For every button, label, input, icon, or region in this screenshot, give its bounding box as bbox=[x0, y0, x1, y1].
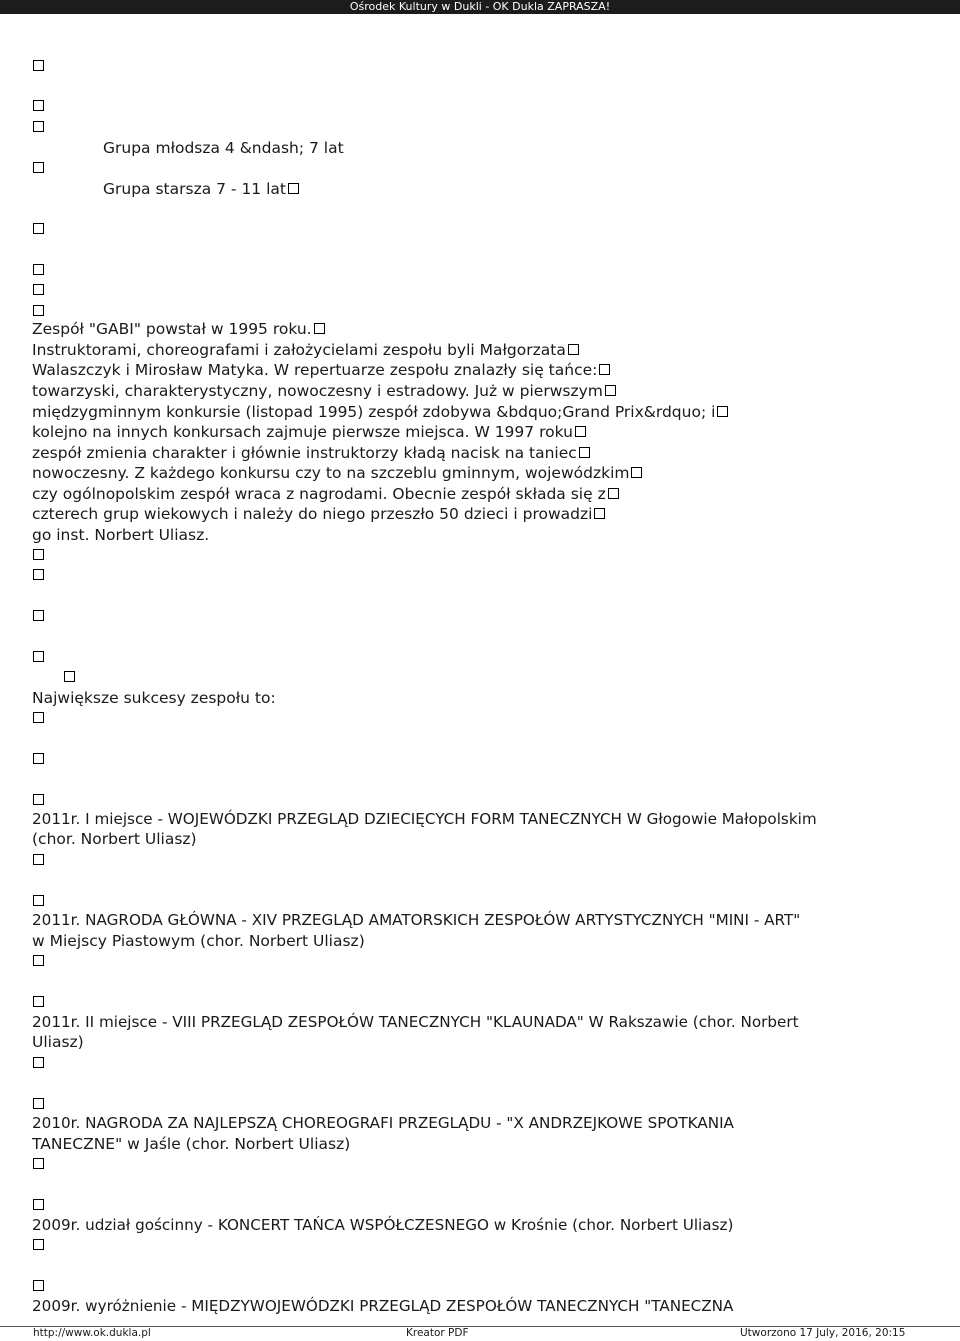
placeholder-box bbox=[594, 508, 605, 519]
intro-line: czterech grup wiekowych i należy do niego przeszło 50 dzieci i prowadzi bbox=[32, 504, 605, 524]
success-item: 2010r. NAGRODA ZA NAJLEPSZĄ CHOREOGRAFI PRZEGLĄDU - "X ANDRZEJKOWE SPOTKANIA bbox=[32, 1114, 734, 1132]
footer-created: Utworzono 17 July, 2016, 20:15 bbox=[740, 1327, 906, 1339]
success-item: 2009r. udział gościnny - KONCERT TAŃCA WSPÓŁCZESNEGO w Krośnie (chor. Norbert Uliasz) bbox=[32, 1216, 734, 1234]
footer-generator: Kreator PDF bbox=[406, 1327, 469, 1339]
intro-line: międzygminnym konkursie (listopad 1995) zespół zdobywa &bdquo;Grand Prix&rdquo; i bbox=[32, 402, 728, 422]
success-item: w Miejscy Piastowym (chor. Norbert Uliasz) bbox=[32, 932, 365, 950]
placeholder-box bbox=[33, 794, 44, 805]
intro-line: go inst. Norbert Uliasz. bbox=[32, 526, 210, 544]
placeholder-box bbox=[599, 364, 610, 375]
placeholder-box bbox=[631, 467, 642, 478]
success-item: 2009r. wyróżnienie - MIĘDZYWOJEWÓDZKI PRZEGLĄD ZESPOŁÓW TANECZNYCH "TANECZNA bbox=[32, 1297, 734, 1315]
age-group-item: Grupa starsza 7 - 11 lat bbox=[103, 179, 299, 199]
placeholder-box bbox=[605, 385, 616, 396]
placeholder-box bbox=[579, 447, 590, 458]
placeholder-box bbox=[33, 1057, 44, 1068]
placeholder-box bbox=[33, 651, 44, 662]
success-item: 2011r. I miejsce - WOJEWÓDZKI PRZEGLĄD DZIECIĘCYCH FORM TANECZNYCH W Głogowie Małopolskim bbox=[32, 810, 817, 828]
placeholder-box bbox=[33, 284, 44, 295]
intro-line: czy ogólnopolskim zespół wraca z nagrodami. Obecnie zespół składa się z bbox=[32, 484, 619, 504]
placeholder-box bbox=[568, 344, 579, 355]
header-title: Ośrodek Kultury w Dukli - OK Dukla ZAPRASZA! bbox=[349, 0, 611, 13]
footer-url-link[interactable]: http://www.ok.dukla.pl bbox=[33, 1327, 151, 1339]
placeholder-box bbox=[33, 264, 44, 275]
intro-line: Instruktorami, choreografami i założycielami zespołu byli Małgorzata bbox=[32, 340, 579, 360]
placeholder-box bbox=[33, 996, 44, 1007]
placeholder-box bbox=[64, 671, 75, 682]
placeholder-box bbox=[33, 753, 44, 764]
placeholder-box bbox=[33, 1158, 44, 1169]
placeholder-box bbox=[33, 60, 44, 71]
placeholder-box bbox=[33, 100, 44, 111]
placeholder-box bbox=[33, 223, 44, 234]
placeholder-box bbox=[33, 569, 44, 580]
placeholder-box bbox=[33, 955, 44, 966]
placeholder-box bbox=[33, 305, 44, 316]
placeholder-box bbox=[33, 712, 44, 723]
intro-line: zespół zmienia charakter i głównie instruktorzy kładą nacisk na taniec bbox=[32, 443, 590, 463]
placeholder-box bbox=[288, 183, 299, 194]
page-footer bbox=[0, 1327, 960, 1341]
intro-line: nowoczesny. Z każdego konkursu czy to na szczeblu gminnym, wojewódzkim bbox=[32, 463, 642, 483]
placeholder-box bbox=[33, 1199, 44, 1210]
age-group-item: Grupa młodsza 4 &ndash; 7 lat bbox=[103, 139, 344, 157]
success-item: 2011r. II miejsce - VIII PRZEGLĄD ZESPOŁÓW TANECZNYCH "KLAUNADA" W Rakszawie (chor. Norbert bbox=[32, 1013, 799, 1031]
intro-line: kolejno na innych konkursach zajmuje pierwsze miejsca. W 1997 roku bbox=[32, 422, 586, 442]
placeholder-box bbox=[33, 895, 44, 906]
intro-line: Zespół "GABI" powstał w 1995 roku. bbox=[32, 319, 325, 339]
intro-line: Walaszczyk i Mirosław Matyka. W repertuarze zespołu znalazły się tańce: bbox=[32, 360, 610, 380]
placeholder-box bbox=[717, 406, 728, 417]
success-item: 2011r. NAGRODA GŁÓWNA - XIV PRZEGLĄD AMATORSKICH ZESPOŁÓW ARTYSTYCZNYCH "MINI - ART" bbox=[32, 911, 801, 929]
placeholder-box bbox=[33, 854, 44, 865]
placeholder-box bbox=[314, 323, 325, 334]
placeholder-box bbox=[33, 162, 44, 173]
placeholder-box bbox=[33, 1098, 44, 1109]
success-item: (chor. Norbert Uliasz) bbox=[32, 830, 197, 848]
placeholder-box bbox=[608, 488, 619, 499]
placeholder-box bbox=[33, 121, 44, 132]
success-item: TANECZNE" w Jaśle (chor. Norbert Uliasz) bbox=[32, 1135, 351, 1153]
intro-line: towarzyski, charakterystyczny, nowoczesny i estradowy. Już w pierwszym bbox=[32, 381, 616, 401]
placeholder-box bbox=[33, 610, 44, 621]
placeholder-box bbox=[33, 1280, 44, 1291]
placeholder-box bbox=[33, 1239, 44, 1250]
placeholder-box bbox=[33, 549, 44, 560]
success-heading: Największe sukcesy zespołu to: bbox=[32, 689, 276, 707]
placeholder-box bbox=[575, 426, 586, 437]
success-item: Uliasz) bbox=[32, 1033, 84, 1051]
